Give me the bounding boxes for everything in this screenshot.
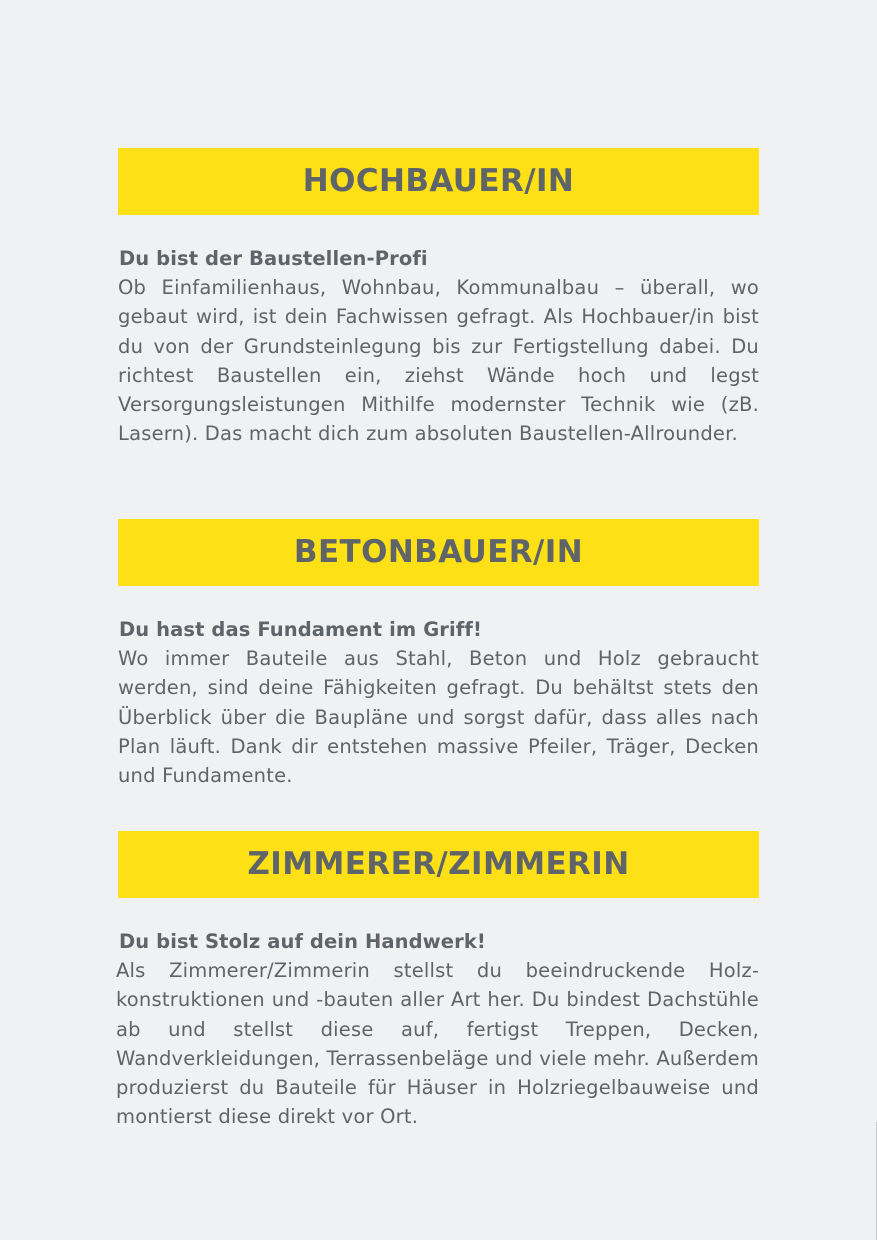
section-betonbauer bbox=[118, 519, 759, 790]
section-body: Ob Einfamilienhaus, Wohnbau, Kommunalbau – überall, wo gebaut wird, ist dein Fachwissen gefragt. Als Hochbauer/in bist du von der Grundsteinlegung bis zur Fertigstellung dabei. Du richtest Baustellen ein, ziehst Wände hoch und legst Versorgungsleistungen Mithilfe modernster Technik wie (zB. Lasern). Das macht dich zum absoluten Baustellen-Allrounder. bbox=[118, 276, 759, 446]
section-title: BETONBAUER/IN bbox=[293, 534, 584, 570]
section-hochbauer bbox=[118, 148, 759, 449]
section-title: ZIMMERER/ZIMMERIN bbox=[247, 846, 630, 882]
title-banner bbox=[118, 519, 759, 586]
section-title: HOCHBAUER/IN bbox=[302, 163, 575, 199]
section-subtitle: Du hast das Fundament im Griff! bbox=[119, 618, 482, 641]
section-body: Als Zimmerer/Zimmerin stellst du beeindruckende Holzkonstruktionen und -bauten aller Art her. Du bindest Dachstühle ab und stellst diese auf, fertigst Treppen, Decken, Wandverkleidungen, Terrassenbeläge und viele mehr. Außerdem produzierst du Bauteile für Häuser in Holzriegelbauweise und montierst diese direkt vor Ort. bbox=[116, 959, 759, 1129]
title-banner bbox=[118, 831, 759, 898]
section-subtitle: Du bist Stolz auf dein Handwerk! bbox=[119, 930, 486, 953]
title-banner bbox=[118, 148, 759, 215]
section-subtitle: Du bist der Baustellen-Profi bbox=[119, 247, 428, 270]
section-zimmerer bbox=[118, 831, 759, 1132]
section-body: Wo immer Bauteile aus Stahl, Beton und Holz gebraucht werden, sind deine Fähigkeiten gefragt. Du behältst stets den Überblick über die Baupläne und sorgst dafür, dass alles nach Plan läuft. Dank dir entstehen massive Pfeiler, Träger, Decken und Fundamente. bbox=[118, 647, 759, 788]
